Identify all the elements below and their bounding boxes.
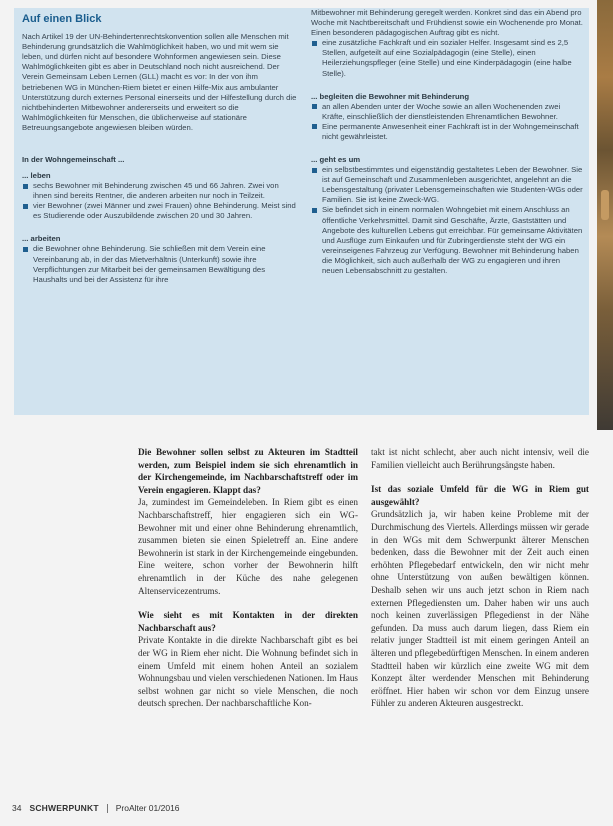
interview-question: Die Bewohner sollen selbst zu Akteuren im Stadtteil werden, zum Beispiel indem sie sich ehrenamtlich in der Kirchengemeinde, im Nachbarschaftstreff oder im Verein engagieren. Klappt das? [138,447,358,495]
list-item: Eine permanente Anwesenheit einer Fachkraft ist in der Wohngemeinschaft nicht gewährleistet. [311,122,583,142]
footer-divider [107,804,108,813]
list-begleiten [311,102,583,142]
interview-answer: takt ist nicht schlecht, aber auch nicht intensiv, weil die Familien vielleicht auch Berührungsängste haben. [371,447,589,470]
info-box-left-column [22,8,299,285]
subheading-geht-es-um: ... geht es um [311,155,361,165]
list-arbeiten [22,244,299,284]
subheading-begleiten: ... begleiten die Bewohner mit Behinderung [311,91,470,101]
page-number: 34 [12,803,22,813]
interview-question: Wie sieht es mit Kontakten in der direkten Nachbarschaft aus? [138,610,358,633]
subheading-arbeiten: ... arbeiten [22,234,61,244]
interview-question: Ist das soziale Umfeld für die WG in Riem gut ausgewählt? [371,484,589,507]
interview-answer: Grundsätzlich ja, wir haben keine Probleme mit der Durchmischung des Viertels. Allerdings müssen wir gerade in den WGs mit dem Schwerpunkt älterer Menschen bedenken, dass die Bewohner mit der Zeit auch einen erhöhten Pflegebedarf entwickeln, den wir nicht mehr ohne Unterstützung von außen bewältigen können. Deshalb sehen wir uns auch jetzt schon in Riem nach externen Pflegediensten um. Daher haben wir uns auch noch keinen zuverlässigen Pflegedienst in der Nähe gefunden. Da muss auch darum liegen, dass Riem ein relativ junger Stadtteil ist mit einem geringen Anteil an älteren und pflegebedürftigen Menschen. In einem anderen Stadtteil haben wir kürzlich eine zweite WG mit dem Konzept älter werdender Menschen mit Behinderung eröffnet. Hier haben wir schon vor dem Einzug unsere Fühler zu anderen Akteuren ausgestreckt. [371,509,589,709]
footer-section-name: SCHWERPUNKT [29,803,99,813]
list-item: ein selbstbestimmtes und eigenständig gestaltetes Leben der Bewohner. Sie ist auf Gemeinschaft und Zusammenleben ausgerichtet, angelehnt an die Lebensgestaltung (privater Lebensgemeinschaften wie Studenten-WGs oder Familien. Sie ist keine Zweck-WG. [311,165,583,205]
list-item: Sie befindet sich in einem normalen Wohngebiet mit einem Anschluss an öffentliche Verkehrsmittel. Damit sind Geschäfte, Ärzte, Gaststätten und Angebote des kulturellen Lebens gut erreichbar. Für gemeinsame Aktivitäten und Ausflüge zum Einkaufen und für Zubringerdienste steht der WG ein vereinseigenes Fahrzeug zur Verfügung. Bewohner mit Behinderung haben die Möglichkeit, sich auch außerhalb der WG zu engagieren und ihren neuen Lebensabschnitt zu gestalten. [311,205,583,276]
info-box-continued-text: Mitbewohner mit Behinderung geregelt werden. Konkret sind das ein Abend pro Woche mit Nachtbereitschaft und Frühdienst sowie ein Wochenende pro Monat. Einen besonderen pädagogischen Auftrag gibt es nicht. [311,8,583,38]
info-box-intro: Nach Artikel 19 der UN-Behindertenrechtskonvention sollen alle Menschen mit Behinderung grundsätzlich die Wahlmöglichkeit haben, wo und mit wem sie leben, und dürfen nicht auf besondere Wohnformen angewiesen sein. Diese Wahlmöglichkeiten gibt es aber in Deutschland noch nicht ausreichend. Der Verein Gemeinsam Leben Lernen (GLL) macht es vor: In der von ihm betriebenen WG in München-Riem bietet er einen Hilfe-Mix aus ambulanter Unterstützung durch externes Personal einerseits und der Hilfestellung durch die nichtbehinderten Mitbewohner andererseits und erweitert so die Wahlmöglichkeiten für Menschen, die üblicherweise auf stationäre Betreuungsangebote angewiesen bleiben würden. [22,32,297,132]
footer-magazine-issue: ProAlter 01/2016 [115,803,180,813]
interview-answer: Private Kontakte in die direkte Nachbarschaft gibt es bei der WG in Riem eher nicht. Die Wohnung befindet sich in einem Umfeld mit einem hohen Anteil an sozialem Wohnungsbau und vielen verschiedenen Nationen. Im Haus selbst wohnen gar nicht so viele Menschen, die noch deutsch sprechen. Der nachbarschaftliche Kon- [138,635,358,709]
article-column-right [371,446,589,710]
info-box-right-column [311,8,583,276]
list-leben [22,181,299,221]
list-staff [311,38,583,78]
article-column-left [138,446,358,710]
page-footer [12,801,180,815]
photo-edge-image [597,0,613,430]
list-item: sechs Bewohner mit Behinderung zwischen 45 und 66 Jahren. Zwei von ihnen sind bereits Rentner, die anderen arbeiten nur noch in Teilzeit. [22,181,299,201]
info-box-title: Auf einen Blick [22,13,102,25]
info-box [14,8,589,415]
list-item: vier Bewohner (zwei Männer und zwei Frauen) ohne Behinderung. Meist sind es Studierende oder Auszubildende zwischen 20 und 30 Jahren. [22,201,299,221]
list-item: an allen Abenden unter der Woche sowie an allen Wochenenden zwei Kräfte, einschließlich der dienstleistenden Ehrenamtlichen Bewohner. [311,102,583,122]
list-geht-es-um [311,165,583,276]
list-item: eine zusätzliche Fachkraft und ein sozialer Helfer. Insgesamt sind es 2,5 Stellen, aufgeteilt auf eine Sozialpädagogin (eine Stelle), einen Heilerziehungspfleger (eine Stelle) und eine Kinderpädagogin (eine halbe Stelle). [311,38,583,78]
subheading-leben: ... leben [22,171,51,181]
interview-answer: Ja, zumindest im Gemeindeleben. In Riem gibt es einen Nachbarschaftstreff, hier engagieren sich ein WG-Bewohner mit und einer ohne Behinderung ehrenamtlich, zusammen bieten sie einen Spieletreff an. Eine andere Bewohnerin ist stark in der Kirchengemeinde eingebunden. Eine weitere, schon vorher der Bewohnerin hilft ehrenamtlich in der Küche des nahe gelegenen Altenservicezentrums. [138,497,358,596]
section-heading-wg: In der Wohngemeinschaft ... [22,155,125,165]
list-item: die Bewohner ohne Behinderung. Sie schließen mit dem Verein eine Vereinbarung ab, in der das Mietverhältnis (Unterkunft) sowie ihre Verpflichtungen zur Mitarbeit bei der gemeinsamen Bewältigung des Haushalts und bei der Assistenz für ihre [22,244,299,284]
